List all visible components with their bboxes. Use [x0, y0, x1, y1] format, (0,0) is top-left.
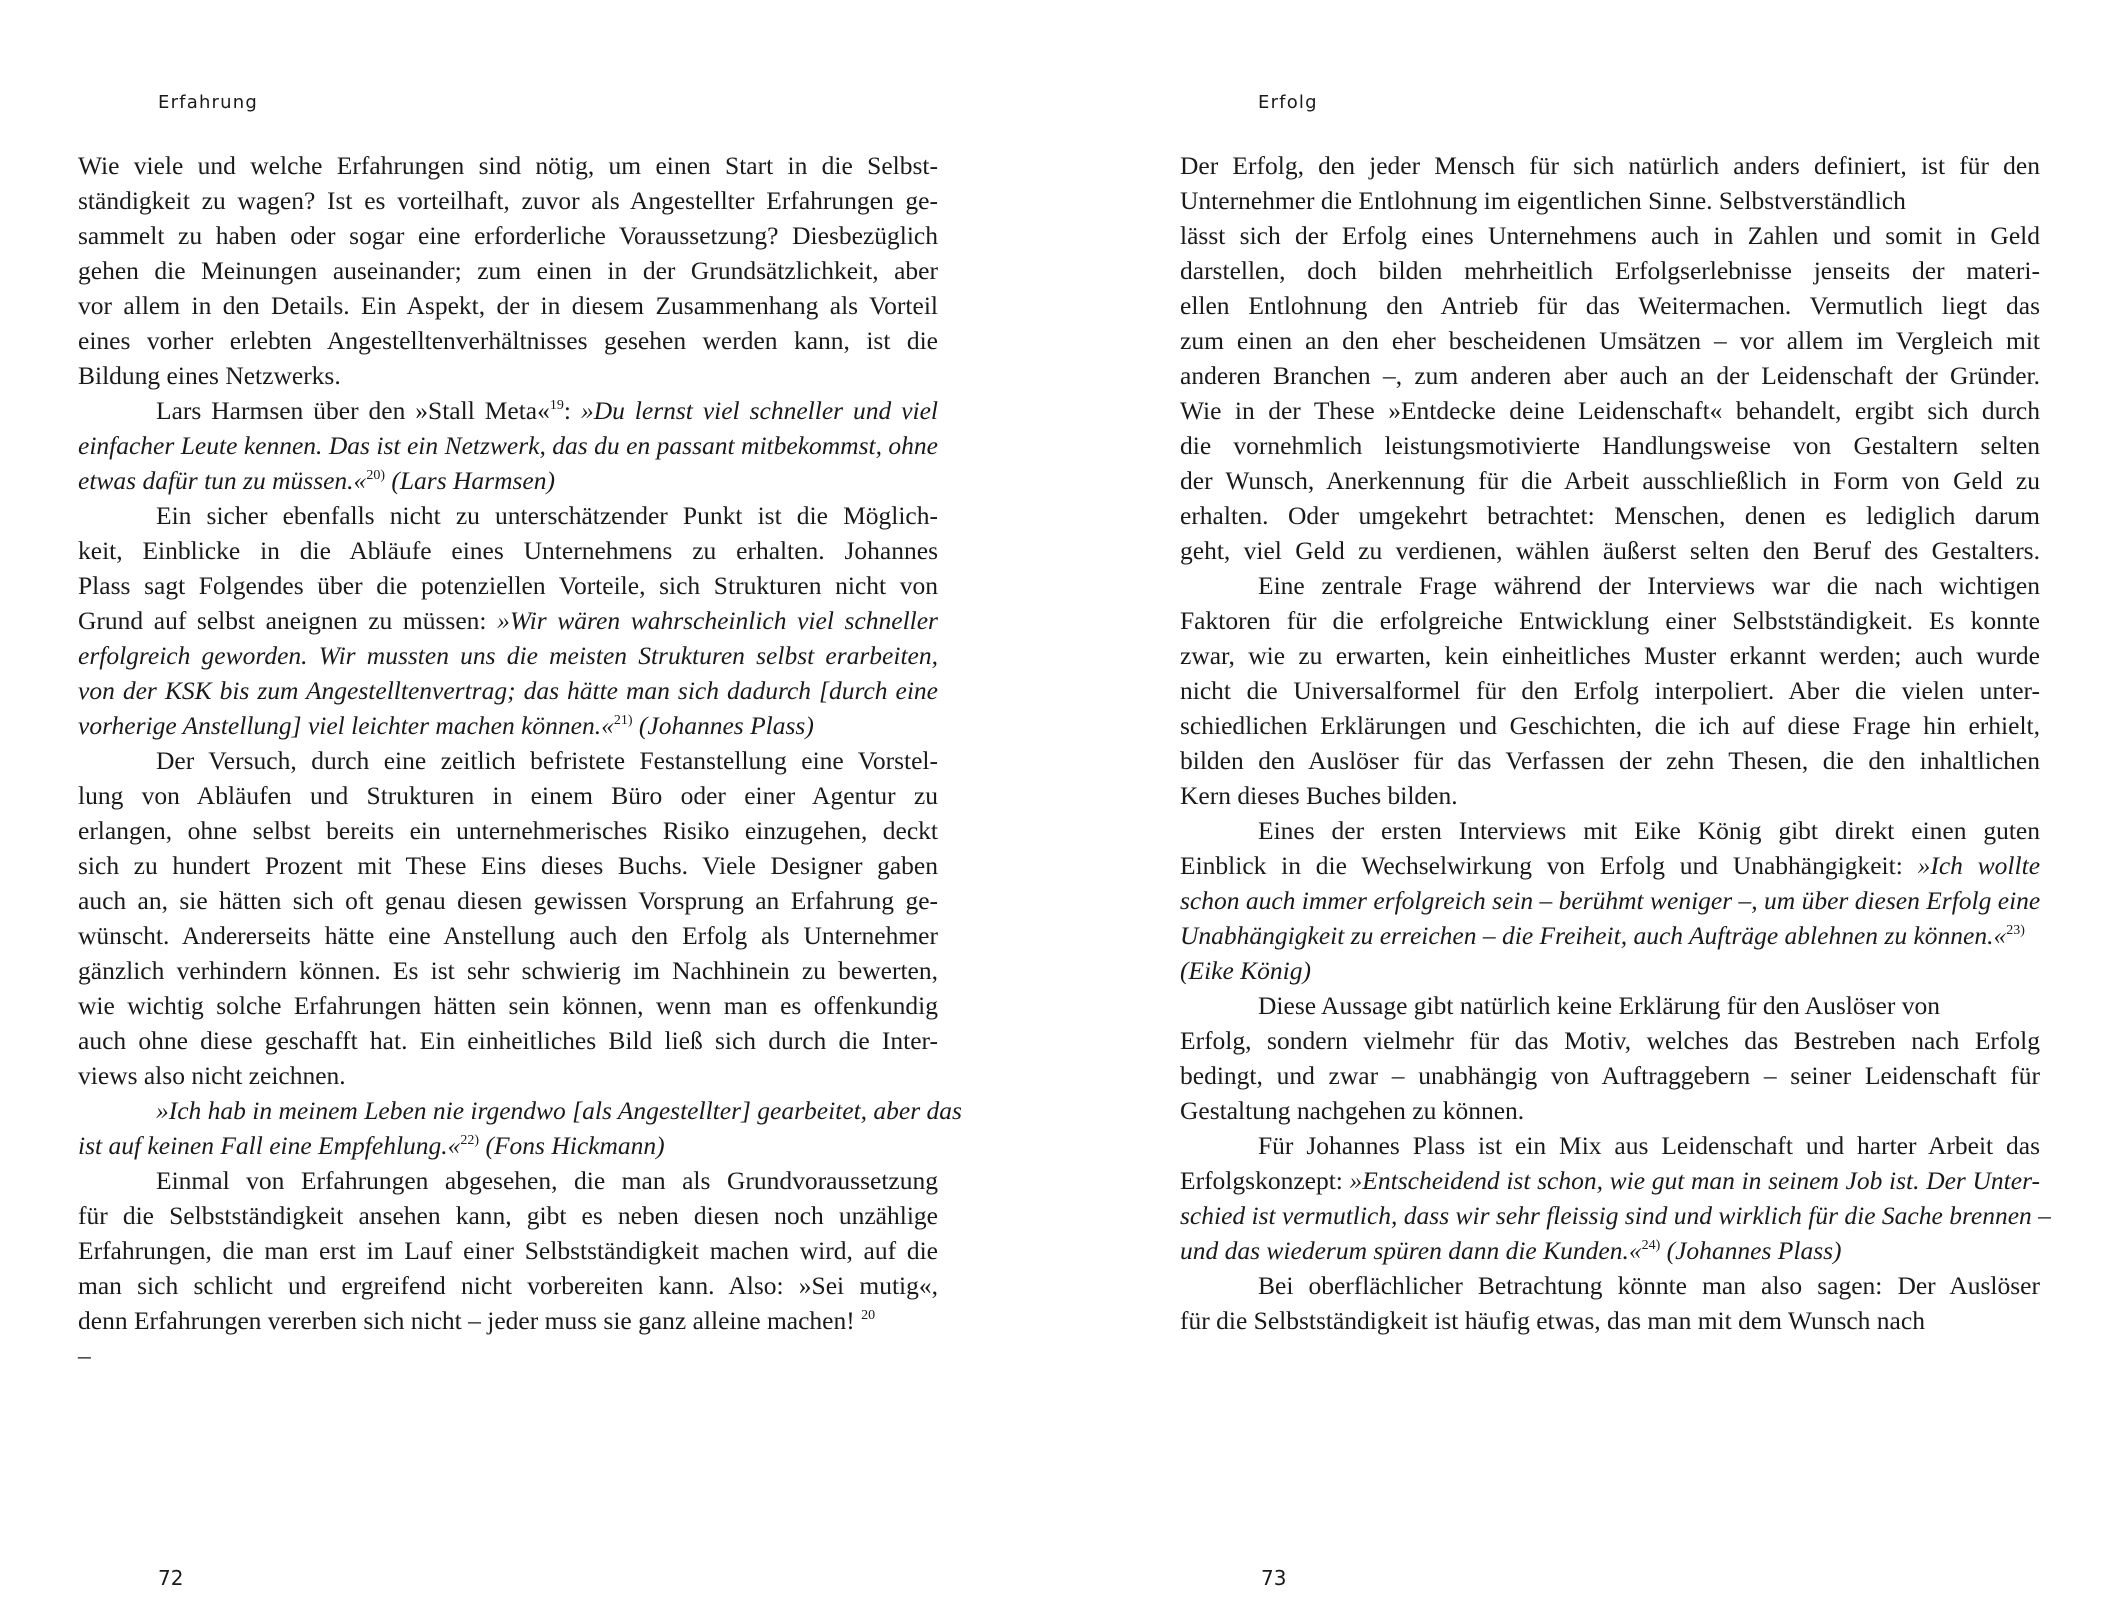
footnote-marker: 23) [2006, 923, 2025, 938]
quote-text: etwas dafür tun zu müssen.« [78, 466, 367, 495]
text-line: zwar, wie zu erwarten, kein einheitliches Muster erkannt werden; auch wurde [1180, 641, 2040, 670]
quote-text: und das wiederum spüren dann die Kunden.« [1180, 1236, 1642, 1265]
quote-text: ist auf keinen Fall eine Empfehlung.« [78, 1131, 461, 1160]
quote-text: schon auch immer erfolgreich sein – berühmt weniger –, um über diesen Erfolg eine [1180, 886, 2041, 915]
text-line: Ein sicher ebenfalls nicht zu unterschätzender Punkt ist die Möglich- [156, 501, 938, 530]
text-line: zum einen an den eher bescheidenen Umsätzen – vor allem im Vergleich mit [1180, 326, 2040, 355]
text-line [78, 638, 938, 673]
text-line: Eines der ersten Interviews mit Eike König gibt direkt einen guten [1258, 816, 2040, 845]
footnote-marker: 20 [861, 1308, 876, 1323]
text-line: vor allem in den Details. Ein Aspekt, der in diesem Zusammenhang als Vorteil [78, 291, 938, 320]
text-line: Bei oberflächlicher Betrachtung könnte man also sagen: Der Auslöser [1258, 1271, 2040, 1300]
text-line: Der Versuch, durch eine zeitlich befristete Festanstellung eine Vorstel- [156, 746, 938, 775]
body-text [78, 148, 962, 1373]
text-line: auch an, sie hätten sich oft genau diesen gewissen Vorsprung an Erfahrung ge- [78, 886, 938, 915]
text-line: Gestaltung nachgehen zu können. [1180, 1096, 1525, 1125]
quote-text: von der KSK bis zum Angestelltenvertrag; das hätte man sich dadurch [durch eine [78, 676, 938, 705]
text-line: Unternehmer die Entlohnung im eigentlichen Sinne. Selbstverständlich [1180, 186, 1906, 215]
quote-text: vorherige Anstellung] viel leichter machen können.« [78, 711, 614, 740]
text-line: wünscht. Andererseits hätte eine Anstellung auch den Erfolg als Unternehmer [78, 921, 938, 950]
quote-text: »Ich hab in meinem Leben nie irgendwo [als Angestellter] gearbeitet, aber das [156, 1096, 962, 1125]
text-line [78, 463, 938, 498]
text-line: man sich schlicht und ergreifend nicht vorbereiten kann. Also: »Sei mutig«, [78, 1271, 938, 1300]
text-line: für die Selbstständigkeit ansehen kann, gibt es neben diesen noch unzählige [78, 1201, 938, 1230]
text-line: lässt sich der Erfolg eines Unternehmens auch in Zahlen und somit in Geld [1180, 221, 2040, 250]
text-line [78, 1093, 962, 1128]
text-line [1180, 1163, 2040, 1198]
text-line: Kern dieses Buches bilden. [1180, 781, 1458, 810]
text-line: bedingt, und zwar – unabhängig von Auftraggebern – seiner Leidenschaft für [1180, 1061, 2040, 1090]
text-line [78, 393, 938, 428]
text-line [78, 708, 938, 743]
text-span: : [563, 396, 581, 425]
quote-text: (Fons Hickmann) [479, 1131, 665, 1160]
page-number: 73 [1261, 1566, 1287, 1590]
text-line: Für Johannes Plass ist ein Mix aus Leidenschaft und harter Arbeit das [1258, 1131, 2040, 1160]
text-line: Plass sagt Folgendes über die potenziellen Vorteile, sich Strukturen nicht von [78, 571, 938, 600]
quote-text: erfolgreich geworden. Wir mussten uns die meisten Strukturen selbst erarbeiten, [78, 641, 938, 670]
text-line: Eine zentrale Frage während der Interviews war die nach wichtigen [1258, 571, 2040, 600]
text-span: Grund auf selbst aneignen zu müssen: [78, 606, 498, 635]
text-line: schiedlichen Erklärungen und Geschichten, die ich auf diese Frage hin erhielt, [1180, 711, 2040, 740]
footnote-marker: 21) [613, 713, 633, 728]
text-line [1180, 1233, 2040, 1268]
text-line: sich zu hundert Prozent mit These Eins dieses Buchs. Viele Designer gaben [78, 851, 938, 880]
quote-text: (Johannes Plass) [1660, 1236, 1842, 1265]
text-line: gänzlich verhindern können. Es ist sehr schwierig im Nachhinein zu bewerten, [78, 956, 938, 985]
text-line [1180, 1198, 2051, 1233]
text-span: Lars Harmsen über den »Stall Meta« [156, 396, 550, 425]
text-line [78, 1128, 938, 1163]
text-line: gehen die Meinungen auseinander; zum einen in der Grundsätzlichkeit, aber [78, 256, 938, 285]
body-text [1180, 148, 2051, 1338]
text-line: ständigkeit zu wagen? Ist es vorteilhaft, zuvor als Angestellter Erfahrungen ge- [78, 186, 938, 215]
running-head: Erfolg [1258, 92, 1318, 113]
text-line: wie wichtig solche Erfahrungen hätten sein können, wenn man es offenkundig [78, 991, 938, 1020]
quote-text: »Ich wollte [1917, 851, 2041, 880]
quote-text: »Wir wären wahrscheinlich viel schneller [497, 606, 938, 635]
footnote-marker: 20) [366, 468, 385, 483]
text-line: Bildung eines Netzwerks. [78, 361, 341, 390]
text-line: auch ohne diese geschafft hat. Ein einheitliches Bild ließ sich durch die Inter- [78, 1026, 938, 1055]
text-line [78, 673, 938, 708]
text-line [1180, 918, 2040, 953]
text-line [78, 428, 938, 463]
quote-text: schied ist vermutlich, dass wir sehr fleissig sind und wirklich für die Sache brennen – [1180, 1201, 2051, 1230]
text-line: Diese Aussage gibt natürlich keine Erklärung für den Auslöser von [1258, 991, 1940, 1020]
text-line: Wie in der These »Entdecke deine Leidenschaft« behandelt, ergibt sich durch [1180, 396, 2040, 425]
text-line: für die Selbstständigkeit ist häufig etwas, das man mit dem Wunsch nach [1180, 1306, 1925, 1335]
text-line: Einmal von Erfahrungen abgesehen, die man als Grundvoraussetzung [156, 1166, 938, 1195]
footnote-marker: 19 [549, 398, 564, 413]
text-line: Faktoren für die erfolgreiche Entwicklung einer Selbstständigkeit. Es konnte [1180, 606, 2040, 635]
text-line: darstellen, doch bilden mehrheitlich Erfolgserlebnisse jenseits der materi- [1180, 256, 2040, 285]
text-line [1180, 953, 2040, 988]
text-line: der Wunsch, Anerkennung für die Arbeit ausschließlich in Form von Geld zu [1180, 466, 2040, 495]
quote-text: (Johannes Plass) [632, 711, 814, 740]
quote-text: (Eike König) [1180, 956, 1311, 985]
text-line: ellen Entlohnung den Antrieb für das Weitermachen. Vermutlich liegt das [1180, 291, 2040, 320]
text-line [78, 603, 938, 638]
text-line: – [78, 1341, 91, 1370]
footnote-marker: 24) [1641, 1238, 1661, 1253]
text-line: Erfahrungen, die man erst im Lauf einer Selbstständigkeit machen wird, auf die [78, 1236, 938, 1265]
page-number: 72 [158, 1566, 184, 1590]
quote-text: »Entscheidend ist schon, wie gut man in seinem Job ist. Der Unter- [1349, 1166, 2040, 1195]
text-line: geht, viel Geld zu verdienen, wählen äußerst selten den Beruf des Gestalters. [1180, 536, 2040, 565]
text-line: erlangen, ohne selbst bereits ein unternehmerisches Risiko einzugehen, deckt [78, 816, 938, 845]
text-line [1180, 883, 2040, 918]
quote-text: Unabhängigkeit zu erreichen – die Freiheit, auch Aufträge ablehnen zu können.« [1180, 921, 2007, 950]
running-head: Erfahrung [158, 92, 258, 113]
text-line: Erfolg, sondern vielmehr für das Motiv, welches das Bestreben nach Erfolg [1180, 1026, 2040, 1055]
text-span: denn Erfahrungen vererben sich nicht – jeder muss sie ganz alleine machen! [78, 1306, 862, 1335]
text-line: erhalten. Oder umgekehrt betrachtet: Menschen, denen es lediglich darum [1180, 501, 2040, 530]
text-line: die vornehmlich leistungsmotivierte Handlungsweise von Gestaltern selten [1180, 431, 2040, 460]
text-line: lung von Abläufen und Strukturen in einem Büro oder einer Agentur zu [78, 781, 938, 810]
text-line [78, 1303, 938, 1338]
quote-text: »Du lernst viel schneller und viel [580, 396, 939, 425]
text-line: nicht die Universalformel für den Erfolg interpoliert. Aber die vielen unter- [1180, 676, 2040, 705]
text-line: anderen Branchen –, zum anderen aber auch an der Leidenschaft der Gründer. [1180, 361, 2040, 390]
text-line: Wie viele und welche Erfahrungen sind nötig, um einen Start in die Selbst- [78, 151, 938, 180]
right-page [1063, 0, 2126, 1615]
quote-text: (Lars Harmsen) [384, 466, 555, 495]
text-line: views also nicht zeichnen. [78, 1061, 346, 1090]
quote-text: einfacher Leute kennen. Das ist ein Netzwerk, das du en passant mitbekommst, ohne [78, 431, 938, 460]
text-line: keit, Einblicke in die Abläufe eines Unternehmens zu erhalten. Johannes [78, 536, 938, 565]
text-span: Erfolgskonzept: [1180, 1166, 1350, 1195]
text-line: sammelt zu haben oder sogar eine erforderliche Voraussetzung? Diesbezüglich [78, 221, 938, 250]
footnote-marker: 22) [460, 1133, 480, 1148]
text-line: bilden den Auslöser für das Verfassen der zehn Thesen, die den inhaltlichen [1180, 746, 2040, 775]
text-span: Einblick in die Wechselwirkung von Erfolg und Unabhängigkeit: [1180, 851, 1918, 880]
text-line [1180, 848, 2040, 883]
text-line: eines vorher erlebten Angestelltenverhältnisses gesehen werden kann, ist die [78, 326, 938, 355]
text-line: Der Erfolg, den jeder Mensch für sich natürlich anders definiert, ist für den [1180, 151, 2040, 180]
